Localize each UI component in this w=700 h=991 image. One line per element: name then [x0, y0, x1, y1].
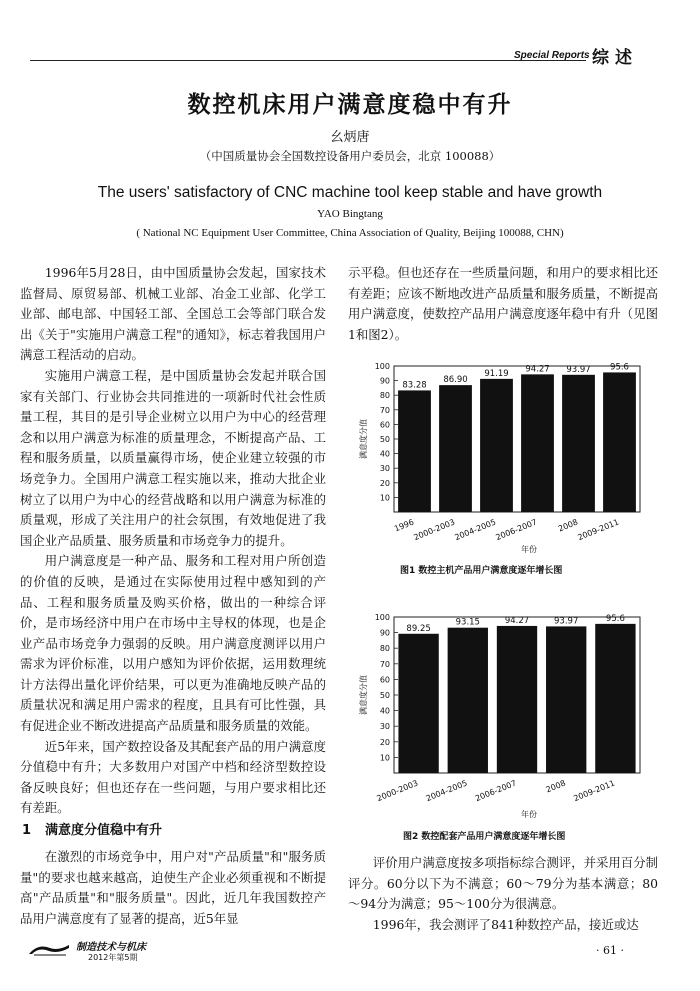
bar-value-label: 83.28 [402, 380, 427, 391]
paragraph: 在激烈的市场竞争中，用户对"产品质量"和"服务质量"的要求也越来越高，迫使生产企业必须重视和不断提高"产品质量"和"服务质量"。因此，近几年我国数控产品用户满意度有了显著的提高，近5年显 [20, 849, 326, 926]
journal-name: 制造技术与机床 [76, 942, 146, 953]
x-tick-label: 2004-2005 [453, 517, 498, 543]
left-column-body-2 [20, 847, 326, 929]
y-tick-label: 40 [379, 706, 390, 716]
section-heading [22, 819, 176, 838]
section-title: 满意度分值稳中有升 [45, 823, 163, 838]
bar-value-label: 86.90 [443, 375, 468, 386]
bar [480, 379, 513, 512]
x-tick-label: 2008 [544, 778, 567, 795]
x-tick-label: 2009-2011 [576, 517, 621, 543]
y-tick-label: 30 [379, 464, 390, 474]
figure-1-chart [352, 352, 652, 558]
y-tick-label: 100 [374, 613, 390, 622]
y-tick-label: 60 [379, 420, 390, 430]
author-zh: 幺炳唐 [330, 130, 370, 145]
paragraph: 实施用户满意工程，是中国质量协会发起并联合国家有关部门、行业协会共同推进的一项新时代社会性质量工程，其目的是引导企业树立以用户为中心的经营理念和以用户满意为标准的质量理念，不断提高产品、工程和服务质量，以质量赢得市场，使企业建立较强的市场竞争力。全国用户满意工程实施以来，推动大批企业树立了以用户为中心的经营战略和以用户满意为标准的质量观，形成了关注用户的社会氛围，有效地促进了我国企业产品质量、服务质量和市场竞争力的提升。 [20, 367, 326, 548]
y-tick-label: 60 [379, 675, 390, 685]
y-axis-label: 满意度分值 [359, 675, 368, 715]
y-tick-label: 20 [379, 737, 390, 747]
x-tick-label: 2008 [557, 517, 580, 534]
author-en: YAO Bingtang [317, 208, 383, 220]
article-title-zh: 数控机床用户满意度稳中有升 [187, 92, 513, 118]
bar-value-label: 91.19 [484, 368, 509, 379]
bar [497, 626, 537, 773]
bar [439, 385, 472, 512]
y-tick-label: 10 [379, 753, 390, 763]
figure-1-caption: 图1 数控主机产品用户满意度逐年增长图 [400, 566, 563, 576]
y-tick-label: 50 [379, 691, 390, 700]
x-axis-label: 年份 [521, 810, 537, 819]
paragraph: 1996年，我会测评了841种数控产品，接近或达 [372, 916, 639, 932]
bar-value-label: 94.27 [504, 615, 530, 626]
bar-value-label: 93.15 [455, 617, 480, 628]
section-number: 1 [22, 823, 32, 838]
right-column-body [348, 263, 658, 345]
y-tick-label: 50 [379, 435, 390, 444]
bar-value-label: 93.97 [554, 616, 579, 627]
bar-value-label: 93.97 [566, 364, 591, 375]
paragraph: 示平稳。但也还存在一些质量问题，和用户的要求相比还有差距；应该不断地改进产品质量和服务质量，不断提高用户满意度，使数控产品用户满意度逐年稳中有升（见图1和图2）。 [348, 265, 658, 342]
bar [546, 626, 586, 773]
bar [398, 634, 438, 773]
page-number: · 61 · [596, 944, 624, 957]
bar-value-label: 95.6 [610, 362, 629, 373]
figure-2-caption: 图2 数控配套产品用户满意度逐年增长图 [403, 832, 566, 842]
y-tick-label: 10 [379, 493, 390, 503]
y-tick-label: 70 [379, 659, 390, 669]
journal-logo-icon [28, 942, 70, 956]
y-tick-label: 80 [379, 644, 390, 654]
x-tick-label: 2000-2003 [412, 517, 457, 543]
bar [521, 374, 554, 512]
paragraph: 1996年5月28日，由中国质量协会发起，国家技术监督局、原贸易部、机械工业部、冶金工业部、化学工业部、邮电部、中国轻工部、全国总工会等部门联合发出《关于"实施用户满意工程"的通知》，标志着我国用户满意工程活动的启动。 [20, 265, 326, 363]
bar [562, 375, 595, 512]
y-tick-label: 80 [379, 391, 390, 401]
x-tick-label: 2004-2005 [424, 778, 469, 804]
bar [595, 624, 635, 773]
x-axis-label: 年份 [521, 545, 537, 554]
bar [398, 390, 431, 512]
y-tick-label: 90 [379, 376, 390, 386]
x-tick-label: 2006-2007 [494, 517, 539, 543]
header-rule [30, 60, 586, 61]
paragraph: 评价用户满意度按多项指标综合测评，并采用百分制评分。60分以下为不满意；60～79分为基本满意；80～94分为满意；95～100分为很满意。 [348, 855, 658, 912]
left-column-body [20, 263, 326, 819]
section-label-en: Special Reports [514, 50, 590, 61]
y-tick-label: 90 [379, 628, 390, 638]
x-tick-label: 2009-2011 [572, 778, 617, 804]
paragraph: 用户满意度是一种产品、服务和工程对用户所创造的价值的反映，是通过在实际使用过程中感知到的产品、工程和服务质量及购买价格，做出的一种综合评价，是市场经济中用户在市场中主导权的体现，也是企业产品市场竞争力强弱的反映。用户满意度测评以用户需求为评价标准，以用户感知为评价依据，运用数理统计方法得出量化评价结果，可以更为准确地反映产品的质量状况和满足用户需求的程度，且具有可比性强，具有促进企业不断改进提高产品质量和服务质量的效能。 [20, 553, 326, 734]
y-tick-label: 30 [379, 722, 390, 732]
affiliation-en: ( National NC Equipment User Committee, China Association of Quality, Beijing 100088, CHN) [136, 227, 564, 239]
journal-issue: 2012年第5期 [88, 953, 138, 962]
section-label-zh: 综述 [592, 48, 638, 68]
x-tick-label: 2000-2003 [375, 778, 420, 804]
bar-value-label: 89.25 [406, 623, 431, 634]
figure-2-chart [352, 603, 652, 823]
paragraph: 近5年来，国产数控设备及其配套产品的用户满意度分值稳中有升；大多数用户对国产中档和经济型数控设备反映良好；但也还存在一些问题，与用户要求相比还有差距。 [20, 738, 326, 816]
article-title-en: The users' satisfactory of CNC machine tool keep stable and have growth [97, 184, 603, 201]
x-tick-label: 1996 [393, 517, 416, 534]
y-tick-label: 70 [379, 405, 390, 415]
affiliation-zh: （中国质量协会全国数控设备用户委员会，北京 100088） [199, 149, 501, 163]
bar [448, 628, 488, 773]
bar-value-label: 94.27 [525, 364, 550, 375]
y-tick-label: 40 [379, 449, 390, 459]
y-axis-label: 满意度分值 [359, 419, 368, 459]
x-tick-label: 2006-2007 [473, 778, 518, 804]
y-tick-label: 100 [374, 362, 390, 371]
y-tick-label: 20 [379, 478, 390, 488]
right-column-body-2 [348, 853, 658, 935]
bar [603, 372, 636, 512]
bar-value-label: 95.6 [605, 613, 625, 624]
